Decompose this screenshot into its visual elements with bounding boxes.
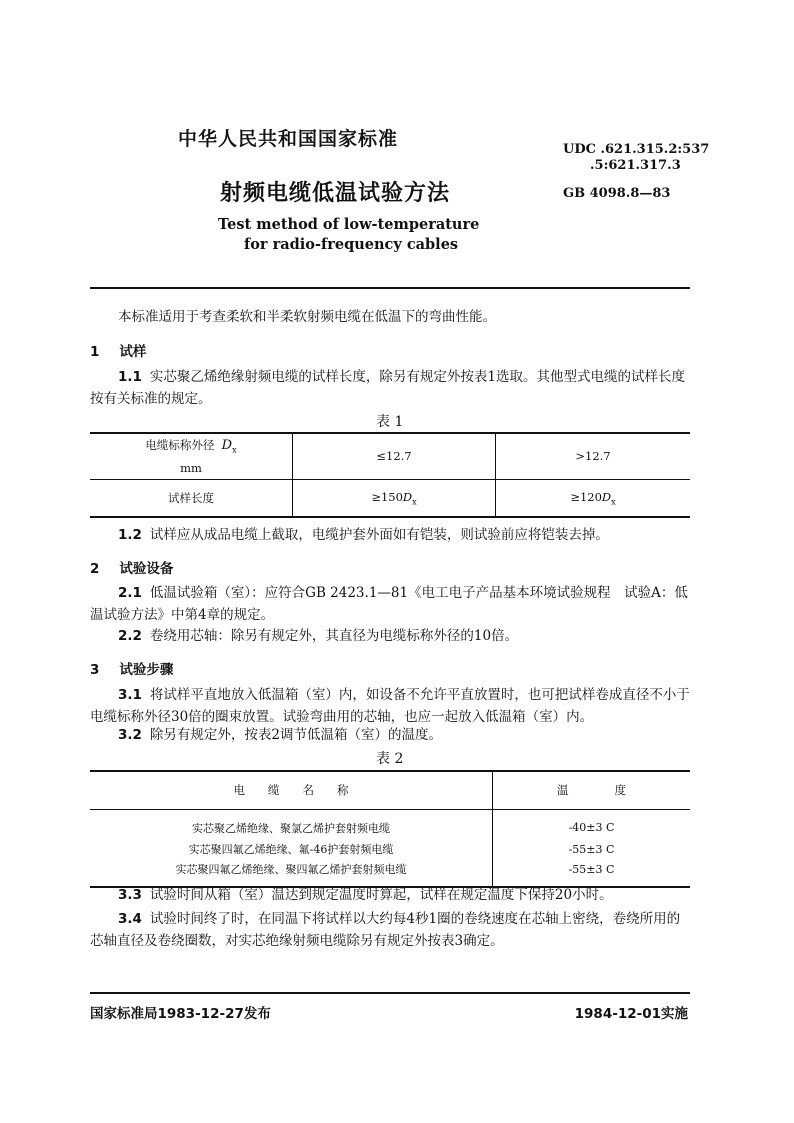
gb-code: GB 4098.8—83 [563, 186, 671, 201]
table-row [90, 433, 690, 479]
clause-3-2-number: 3.2 [118, 727, 142, 743]
clause-1-1 [90, 366, 690, 410]
diameter-symbol: D [221, 437, 233, 453]
section-2-number: 2 [90, 561, 100, 577]
length-large-symbol: D [601, 489, 612, 504]
clause-1-2 [90, 524, 690, 546]
table-row [90, 839, 690, 859]
clause-2-2-number: 2.2 [118, 628, 142, 644]
section-1-title: 试样 [119, 344, 147, 360]
udc-code-line2: .5:621.317.3 [590, 158, 681, 173]
table-1-small-diameter: ≤12.7 [293, 433, 496, 479]
table-2 [90, 770, 690, 888]
table-row [90, 809, 690, 839]
table-row [90, 859, 690, 887]
clause-1-2-text: 试样应从成品电缆上截取，电缆护套外面如有铠装，则试验前应将铠装去掉。 [149, 527, 609, 543]
clause-1-1-number: 1.1 [118, 369, 142, 385]
diameter-label-text: 电缆标称外径 [145, 437, 215, 452]
length-small-value: ≥150 [371, 489, 403, 504]
clause-3-1-number: 3.1 [118, 687, 142, 703]
clause-3-4-text: 试验时间终了时，在同温下将试样以大约每4秒1圈的卷绕速度在芯轴上密绕，卷绕所用的芯轴直径及卷绕圈数，对实芯绝缘射频电缆除另有规定外按表3确定。 [90, 911, 681, 949]
effective-date: 1984-12-01实施 [574, 1006, 688, 1022]
table-1-large-diameter: >12.7 [496, 433, 691, 479]
table-2-caption: 表 2 [376, 751, 404, 767]
clause-2-2 [90, 625, 690, 647]
table-2-temperature: -40±3 C [568, 821, 615, 835]
clause-3-4 [90, 908, 690, 952]
document-title-cn: 射频电缆低温试验方法 [220, 181, 451, 206]
section-3-heading [90, 658, 173, 678]
section-2-heading [90, 557, 173, 577]
length-large-value: ≥120 [570, 489, 602, 504]
document-title-en-line2: for radio-frequency cables [244, 236, 459, 253]
table-1-length-large [496, 479, 691, 517]
table-2-temperature: -55±3 C [568, 842, 615, 856]
table-2-temperature: -55±3 C [568, 862, 615, 876]
diameter-subscript: x [232, 444, 237, 454]
section-1-number: 1 [90, 344, 100, 360]
scope-paragraph: 本标准适用于考查柔软和半柔软射频电缆在低温下的弯曲性能。 [118, 309, 496, 325]
document-title-en-line1: Test method of low-temperature [218, 216, 480, 233]
clause-3-1 [90, 684, 690, 728]
table-2-cable-name: 实芯聚四氟乙烯绝缘、氟-46护套射频电缆 [90, 839, 493, 859]
clause-2-1-text: 低温试验箱（室）：应符合GB 2423.1—81《电工电子产品基本环境试验规程 试验A：低温试验方法》中第4章的规定。 [90, 585, 688, 623]
clause-2-1-number: 2.1 [118, 585, 142, 601]
diameter-unit: mm [180, 460, 202, 475]
header-rule [90, 287, 690, 289]
table-row [90, 771, 690, 809]
clause-2-2-text: 卷绕用芯轴：除另有规定外，其直径为电缆标称外径的10倍。 [149, 628, 519, 644]
table-2-name-header: 电 缆 名 称 [90, 771, 493, 809]
clause-3-3-number: 3.3 [118, 887, 142, 903]
table-2-cable-name: 实芯聚乙烯绝缘、聚氯乙烯护套射频电缆 [90, 809, 493, 839]
clause-1-1-text: 实芯聚乙烯绝缘射频电缆的试样长度，除另有规定外按表1选取。其他型式电缆的试样长度按有关标准的规定。 [90, 369, 686, 407]
table-1-length-label: 试样长度 [90, 479, 293, 517]
table-1-length-small [293, 479, 496, 517]
length-small-symbol: D [402, 489, 413, 504]
clause-3-2-text: 除另有规定外，按表2调节低温箱（室）的温度。 [149, 727, 443, 743]
clause-3-3-text: 试验时间从箱（室）温达到规定温度时算起，试样在规定温度下保持20小时。 [149, 887, 613, 903]
clause-3-2 [90, 724, 690, 746]
section-3-title: 试验步骤 [119, 662, 174, 678]
length-large-subscript: x [611, 496, 616, 506]
length-small-subscript: x [412, 496, 417, 506]
table-1-caption: 表 1 [376, 414, 404, 430]
table-1 [90, 432, 690, 518]
table-1-diameter-label [90, 433, 293, 479]
issue-date: 国家标准局1983-12-27发布 [90, 1006, 271, 1022]
national-standard-title: 中华人民共和国国家标准 [178, 128, 399, 150]
clause-2-1 [90, 582, 690, 626]
table-2-cable-name: 实芯聚四氟乙烯绝缘、聚四氟乙烯护套射频电缆 [90, 859, 493, 887]
section-3-number: 3 [90, 662, 100, 678]
udc-code-line1: UDC .621.315.2:537 [563, 142, 710, 157]
section-1-heading [90, 340, 146, 360]
clause-1-2-number: 1.2 [118, 527, 142, 543]
clause-3-4-number: 3.4 [118, 911, 142, 927]
clause-3-3 [90, 884, 690, 906]
table-2-temp-header: 温 度 [493, 771, 691, 809]
clause-3-1-text: 将试样平直地放入低温箱（室）内，如设备不允许平直放置时，也可把试样卷成直径不小于电缆标称外径30倍的圈束放置。试验弯曲用的芯轴，也应一起放入低温箱（室）内。 [90, 687, 690, 725]
footer-rule [90, 992, 690, 994]
section-2-title: 试验设备 [119, 561, 174, 577]
table-row [90, 479, 690, 517]
